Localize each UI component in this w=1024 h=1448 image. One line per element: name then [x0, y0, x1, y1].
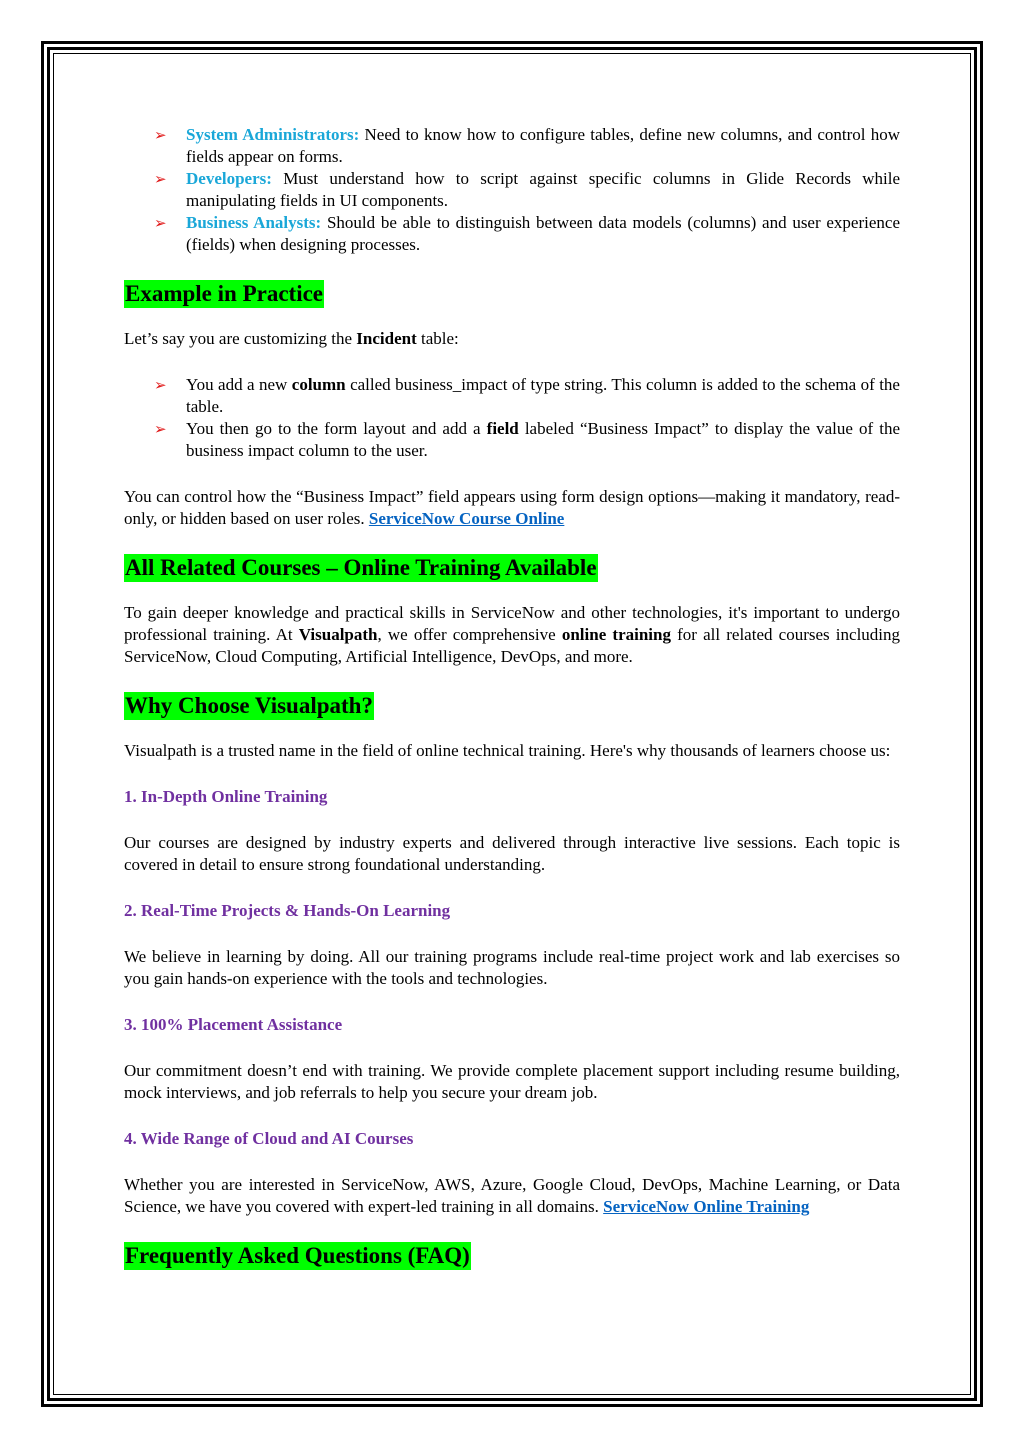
example-summary: You can control how the “Business Impact” field appears using form design options—making it mandatory, read-only, or hidden based on user roles. ServiceNow Course Online	[124, 487, 900, 528]
list-item: ➢ You add a new column called business_impact of type string. This column is added to the schema of the table.	[154, 375, 900, 416]
arrow-bullet-icon: ➢	[154, 420, 167, 438]
list-item: ➢ Developers: Must understand how to script against specific columns in Glide Records while manipulating fields in UI components.	[154, 169, 900, 210]
example-intro: Let’s say you are customizing the Incident table:	[124, 329, 459, 348]
servicenow-course-online-link[interactable]: ServiceNow Course Online	[368, 509, 565, 528]
why-item-text: Our courses are designed by industry experts and delivered through interactive live sessions. Each topic is covered in detail to ensure strong foundational understanding.	[124, 833, 900, 874]
why-item-title: 2. Real-Time Projects & Hands-On Learning	[124, 901, 451, 920]
document-content	[124, 124, 900, 1270]
why-item-title: 4. Wide Range of Cloud and AI Courses	[124, 1129, 414, 1148]
roles-list	[124, 124, 900, 256]
why-item-text: We believe in learning by doing. All our training programs include real-time project work and lab exercises so you gain hands-on experience with the tools and technologies.	[124, 947, 900, 988]
list-item: ➢ System Administrators: Need to know how to configure tables, define new columns, and control how fields appear on forms.	[154, 125, 900, 166]
why-item-text: Whether you are interested in ServiceNow, AWS, Azure, Google Cloud, DevOps, Machine Learning, or Data Science, we have you covered with expert-led training in all domains. ServiceNow Online Training	[124, 1175, 900, 1216]
list-item: ➢ You then go to the form layout and add a field labeled “Business Impact” to display the value of the business impact column to the user.	[154, 419, 901, 460]
why-item-title: 1. In-Depth Online Training	[124, 787, 328, 806]
arrow-bullet-icon: ➢	[154, 376, 167, 394]
example-list	[124, 374, 900, 462]
why-heading: Why Choose Visualpath?	[125, 693, 373, 718]
servicenow-online-training-link[interactable]: ServiceNow Online Training	[603, 1197, 810, 1216]
list-item: ➢ Business Analysts: Should be able to distinguish between data models (columns) and user experience (fields) when designing processes.	[154, 213, 900, 254]
why-item-text: Our commitment doesn’t end with training. We provide complete placement support including resume building, mock interviews, and job referrals to help you secure your dream job.	[124, 1061, 900, 1102]
example-heading: Example in Practice	[125, 281, 324, 306]
courses-heading: All Related Courses – Online Training Available	[125, 555, 597, 580]
why-item-title: 3. 100% Placement Assistance	[124, 1015, 343, 1034]
faq-heading: Frequently Asked Questions (FAQ)	[125, 1243, 470, 1268]
arrow-bullet-icon: ➢	[154, 126, 167, 144]
arrow-bullet-icon: ➢	[154, 214, 167, 232]
arrow-bullet-icon: ➢	[154, 170, 167, 188]
courses-paragraph: To gain deeper knowledge and practical skills in ServiceNow and other technologies, it's important to undergo professional training. At Visualpath, we offer comprehensive online training for all related courses including ServiceNow, Cloud Computing, Artificial Intelligence, DevOps, and more.	[124, 603, 901, 666]
why-intro: Visualpath is a trusted name in the field of online technical training. Here's why thousands of learners choose us:	[124, 741, 891, 760]
